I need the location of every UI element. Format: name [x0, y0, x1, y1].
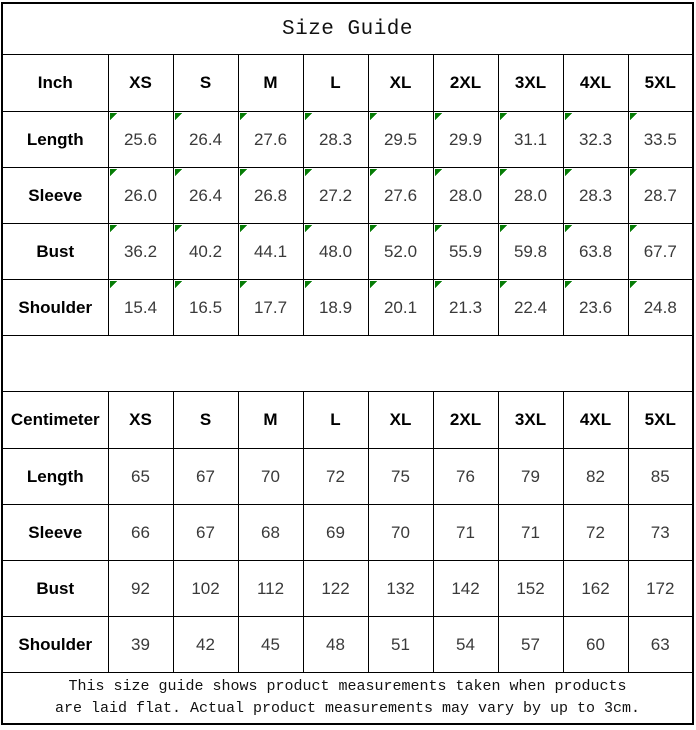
- measurement-value: 18.9: [318, 297, 353, 317]
- measurement-value: 27.6: [383, 185, 418, 205]
- measurement-value-cell: [303, 224, 368, 280]
- measurement-value: 24.8: [643, 297, 677, 317]
- measurement-value: 71: [521, 522, 540, 542]
- measurement-value: 172: [646, 578, 675, 598]
- measurement-value: 20.1: [383, 297, 418, 317]
- measurement-value-cell: [628, 168, 693, 224]
- measurement-value-cell: [628, 224, 693, 280]
- measurement-value-cell: [433, 617, 498, 673]
- measurement-value-cell: [238, 168, 303, 224]
- measurement-value-cell: [628, 505, 693, 561]
- measurement-row-label: Bust: [2, 561, 108, 617]
- size-column-header: S: [173, 55, 238, 112]
- cell-flag-triangle-icon: [305, 113, 312, 120]
- measurement-value: 17.7: [253, 297, 288, 317]
- measurement-value: 67.7: [643, 241, 677, 261]
- measurement-value-cell: [498, 449, 563, 505]
- measurement-value: 70: [261, 466, 280, 486]
- measurement-value-cell: [173, 224, 238, 280]
- measurement-value: 85: [650, 466, 670, 486]
- measurement-value-cell: [628, 561, 693, 617]
- cell-flag-triangle-icon: [240, 113, 247, 120]
- measurement-value: 152: [516, 578, 545, 598]
- measurement-value: 112: [256, 578, 285, 598]
- cell-flag-triangle-icon: [565, 281, 572, 288]
- measurement-row-label: Bust: [2, 224, 108, 280]
- cell-flag-triangle-icon: [110, 113, 117, 120]
- measurement-value: 55.9: [448, 241, 483, 261]
- size-column-header: 3XL: [498, 392, 563, 449]
- measurement-row-label: Sleeve: [2, 505, 108, 561]
- measurement-value-cell: [368, 505, 433, 561]
- measurement-value: 69: [326, 522, 345, 542]
- table-row: [2, 280, 693, 336]
- measurement-value-cell: [108, 505, 173, 561]
- measurement-value: 57: [521, 634, 540, 654]
- measurement-value: 44.1: [253, 241, 288, 261]
- measurement-value: 15.4: [123, 297, 158, 317]
- measurement-value-cell: [303, 280, 368, 336]
- measurement-value-cell: [368, 561, 433, 617]
- measurement-value: 36.2: [123, 241, 158, 261]
- measurement-value-cell: [498, 280, 563, 336]
- measurement-value: 26.4: [188, 185, 223, 205]
- measurement-value-cell: [563, 112, 628, 168]
- measurement-value-cell: [628, 449, 693, 505]
- measurement-value-cell: [498, 561, 563, 617]
- measurement-value-cell: [238, 449, 303, 505]
- table-row: [2, 168, 693, 224]
- measurement-value: 142: [451, 578, 480, 598]
- measurement-value-cell: [563, 168, 628, 224]
- measurement-value: 28.0: [448, 185, 483, 205]
- measurement-value-cell: [173, 617, 238, 673]
- measurement-value: 28.0: [513, 185, 548, 205]
- measurement-value: 22.4: [513, 297, 548, 317]
- measurement-value: 72: [586, 522, 605, 542]
- table-row: [2, 336, 693, 392]
- measurement-row-label: Length: [2, 112, 108, 168]
- measurement-value: 73: [650, 522, 670, 542]
- cell-flag-triangle-icon: [435, 169, 442, 176]
- measurement-value: 31.1: [513, 129, 548, 149]
- size-column-header: L: [303, 392, 368, 449]
- cell-flag-triangle-icon: [630, 169, 637, 176]
- measurement-value: 28.7: [643, 185, 677, 205]
- measurement-value-cell: [303, 168, 368, 224]
- measurement-value: 67: [196, 522, 215, 542]
- measurement-value-cell: [368, 617, 433, 673]
- measurement-value-cell: [498, 505, 563, 561]
- measurement-value: 27.2: [318, 185, 353, 205]
- measurement-row-label: Length: [2, 449, 108, 505]
- cell-flag-triangle-icon: [240, 225, 247, 232]
- measurement-value: 92: [131, 578, 150, 598]
- measurement-value-cell: [563, 617, 628, 673]
- measurement-value: 79: [521, 466, 540, 486]
- cell-flag-triangle-icon: [370, 281, 377, 288]
- measurement-value: 26.0: [123, 185, 158, 205]
- cell-flag-triangle-icon: [565, 113, 572, 120]
- measurement-value: 29.5: [383, 129, 418, 149]
- measurement-value: 42: [196, 634, 215, 654]
- table-row: [2, 505, 693, 561]
- measurement-value: 21.3: [448, 297, 483, 317]
- size-guide-table: [1, 2, 694, 725]
- table-unit-header: Inch: [2, 55, 108, 112]
- measurement-value-cell: [368, 168, 433, 224]
- cell-flag-triangle-icon: [110, 169, 117, 176]
- measurement-value-cell: [433, 561, 498, 617]
- measurement-value-cell: [498, 617, 563, 673]
- measurement-value: 52.0: [383, 241, 418, 261]
- measurement-value: 60: [586, 634, 605, 654]
- measurement-value-cell: [433, 224, 498, 280]
- measurement-value: 162: [581, 578, 610, 598]
- size-column-header: 3XL: [498, 55, 563, 112]
- measurement-value-cell: [433, 280, 498, 336]
- measurement-value: 67: [196, 466, 215, 486]
- measurement-value: 25.6: [123, 129, 158, 149]
- cell-flag-triangle-icon: [370, 113, 377, 120]
- cell-flag-triangle-icon: [110, 225, 117, 232]
- measurement-value-cell: [173, 112, 238, 168]
- cell-flag-triangle-icon: [500, 225, 507, 232]
- measurement-value: 65: [131, 466, 150, 486]
- size-column-header: L: [303, 55, 368, 112]
- table-row: [2, 561, 693, 617]
- measurement-value: 122: [321, 578, 350, 598]
- size-column-header: 2XL: [433, 392, 498, 449]
- cell-flag-triangle-icon: [370, 225, 377, 232]
- measurement-value-cell: [368, 112, 433, 168]
- cell-flag-triangle-icon: [630, 281, 637, 288]
- measurement-value-cell: [238, 112, 303, 168]
- measurement-value-cell: [563, 280, 628, 336]
- measurement-value: 39: [131, 634, 150, 654]
- measurement-value: 132: [386, 578, 415, 598]
- table-row: [2, 3, 693, 55]
- measurement-row-label: Shoulder: [2, 280, 108, 336]
- table-row: [2, 112, 693, 168]
- size-column-header: 5XL: [628, 55, 693, 112]
- measurement-value-cell: [628, 280, 693, 336]
- measurement-value: 76: [456, 466, 475, 486]
- measurement-value-cell: [108, 561, 173, 617]
- page-title: Size Guide: [2, 3, 693, 55]
- measurement-value-cell: [498, 168, 563, 224]
- measurement-value: 26.4: [188, 129, 223, 149]
- measurement-value: 51: [391, 634, 410, 654]
- cell-flag-triangle-icon: [175, 169, 182, 176]
- measurement-value: 54: [456, 634, 475, 654]
- measurement-value: 45: [261, 634, 280, 654]
- measurement-value-cell: [238, 505, 303, 561]
- cell-flag-triangle-icon: [630, 225, 637, 232]
- cell-flag-triangle-icon: [435, 281, 442, 288]
- size-column-header: XS: [108, 392, 173, 449]
- table-row: [2, 392, 693, 449]
- measurement-value: 63.8: [578, 241, 613, 261]
- measurement-value-cell: [303, 617, 368, 673]
- size-column-header: XS: [108, 55, 173, 112]
- cell-flag-triangle-icon: [240, 169, 247, 176]
- size-column-header: 5XL: [628, 392, 693, 449]
- measurement-value: 48.0: [318, 241, 353, 261]
- size-column-header: 4XL: [563, 55, 628, 112]
- size-column-header: 2XL: [433, 55, 498, 112]
- cell-flag-triangle-icon: [240, 281, 247, 288]
- measurement-value-cell: [173, 561, 238, 617]
- measurement-value-cell: [433, 505, 498, 561]
- measurement-value: 29.9: [448, 129, 483, 149]
- cell-flag-triangle-icon: [565, 169, 572, 176]
- measurement-value-cell: [303, 112, 368, 168]
- measurement-value-cell: [238, 561, 303, 617]
- measurement-row-label: Sleeve: [2, 168, 108, 224]
- size-column-header: M: [238, 55, 303, 112]
- measurement-value-cell: [108, 112, 173, 168]
- measurement-value-cell: [628, 112, 693, 168]
- measurement-value: 32.3: [578, 129, 613, 149]
- measurement-value-cell: [238, 224, 303, 280]
- measurement-value: 33.5: [643, 129, 677, 149]
- measurement-value-cell: [238, 280, 303, 336]
- measurement-value-cell: [303, 505, 368, 561]
- measurement-value-cell: [433, 168, 498, 224]
- measurement-value-cell: [563, 505, 628, 561]
- cell-flag-triangle-icon: [630, 113, 637, 120]
- measurement-value: 66: [131, 522, 150, 542]
- cell-flag-triangle-icon: [305, 225, 312, 232]
- table-row: [2, 55, 693, 112]
- measurement-value-cell: [563, 449, 628, 505]
- size-column-header: XL: [368, 392, 433, 449]
- measurement-value: 68: [261, 522, 280, 542]
- measurement-value-cell: [368, 224, 433, 280]
- measurement-value-cell: [563, 224, 628, 280]
- measurement-value-cell: [433, 112, 498, 168]
- measurement-value-cell: [563, 561, 628, 617]
- cell-flag-triangle-icon: [435, 113, 442, 120]
- measurement-value-cell: [173, 280, 238, 336]
- measurement-value-cell: [173, 449, 238, 505]
- measurement-value-cell: [108, 449, 173, 505]
- cell-flag-triangle-icon: [500, 113, 507, 120]
- measurement-value-cell: [108, 617, 173, 673]
- measurement-value-cell: [433, 449, 498, 505]
- measurement-row-label: Shoulder: [2, 617, 108, 673]
- cell-flag-triangle-icon: [500, 169, 507, 176]
- measurement-value: 72: [326, 466, 345, 486]
- measurement-value: 16.5: [188, 297, 223, 317]
- measurement-value-cell: [238, 617, 303, 673]
- measurement-value-cell: [173, 168, 238, 224]
- measurement-value: 27.6: [253, 129, 288, 149]
- measurement-value: 70: [391, 522, 410, 542]
- cell-flag-triangle-icon: [435, 225, 442, 232]
- footer-note: [2, 673, 693, 725]
- size-column-header: 4XL: [563, 392, 628, 449]
- footer-note-line: are laid flat. Actual product measurements may vary by up to 3cm.: [54, 700, 641, 717]
- table-row: [2, 449, 693, 505]
- cell-flag-triangle-icon: [175, 225, 182, 232]
- measurement-value: 40.2: [188, 241, 223, 261]
- cell-flag-triangle-icon: [305, 281, 312, 288]
- measurement-value: 82: [586, 466, 605, 486]
- table-unit-header: Centimeter: [2, 392, 108, 449]
- measurement-value-cell: [498, 224, 563, 280]
- measurement-value: 26.8: [253, 185, 288, 205]
- measurement-value-cell: [108, 224, 173, 280]
- measurement-value-cell: [368, 280, 433, 336]
- measurement-value: 59.8: [513, 241, 548, 261]
- table-spacer-row: [2, 336, 693, 392]
- measurement-value: 75: [391, 466, 410, 486]
- size-column-header: M: [238, 392, 303, 449]
- measurement-value-cell: [108, 168, 173, 224]
- measurement-value: 102: [191, 578, 220, 598]
- table-row: [2, 224, 693, 280]
- measurement-value-cell: [303, 449, 368, 505]
- table-row: [2, 673, 693, 725]
- cell-flag-triangle-icon: [565, 225, 572, 232]
- cell-flag-triangle-icon: [305, 169, 312, 176]
- cell-flag-triangle-icon: [175, 113, 182, 120]
- size-column-header: XL: [368, 55, 433, 112]
- measurement-value-cell: [628, 617, 693, 673]
- measurement-value-cell: [173, 505, 238, 561]
- measurement-value-cell: [498, 112, 563, 168]
- cell-flag-triangle-icon: [370, 169, 377, 176]
- measurement-value: 63: [650, 634, 670, 654]
- footer-note-line: This size guide shows product measurements taken when products: [68, 677, 627, 695]
- table-row: [2, 617, 693, 673]
- measurement-value: 28.3: [318, 129, 353, 149]
- size-column-header: S: [173, 392, 238, 449]
- measurement-value-cell: [108, 280, 173, 336]
- measurement-value-cell: [368, 449, 433, 505]
- measurement-value: 71: [456, 522, 475, 542]
- measurement-value-cell: [303, 561, 368, 617]
- cell-flag-triangle-icon: [500, 281, 507, 288]
- measurement-value: 28.3: [578, 185, 613, 205]
- measurement-value: 23.6: [578, 297, 613, 317]
- cell-flag-triangle-icon: [110, 281, 117, 288]
- cell-flag-triangle-icon: [175, 281, 182, 288]
- measurement-value: 48: [326, 634, 345, 654]
